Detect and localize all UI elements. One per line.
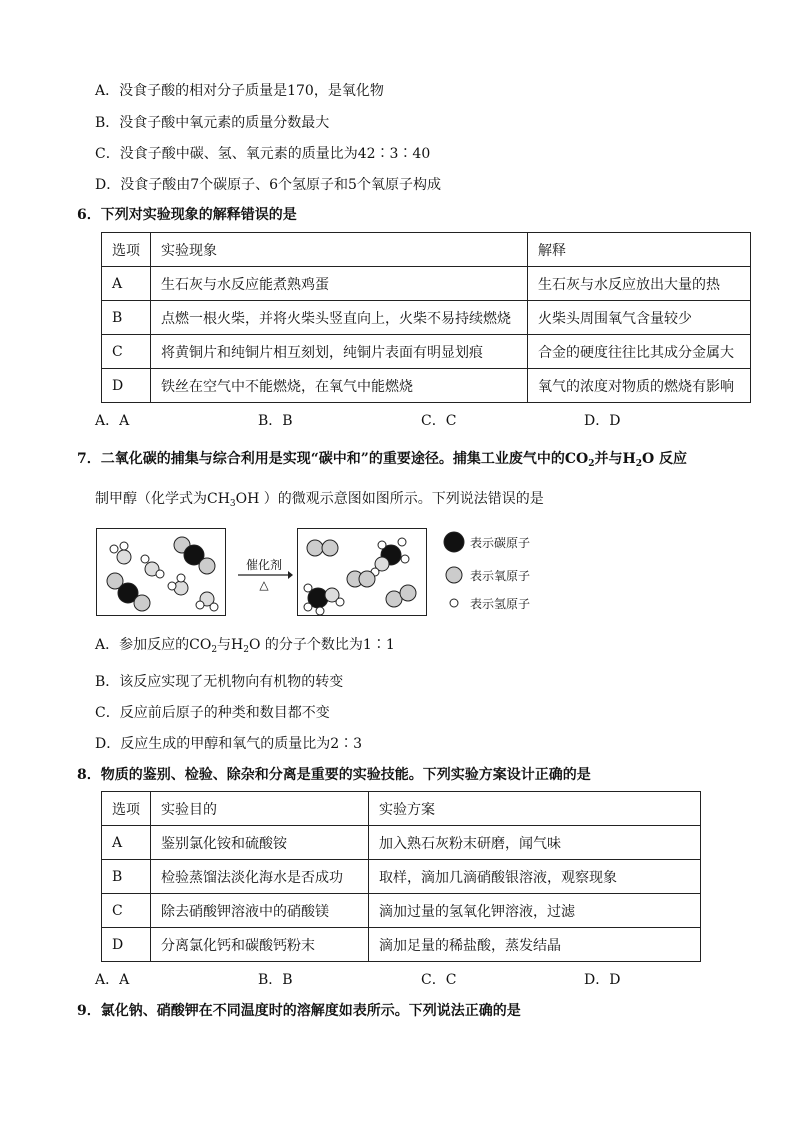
q7-stem-line2 <box>95 490 544 508</box>
subscript: 3 <box>229 499 236 509</box>
q6-table <box>101 232 751 403</box>
table-row <box>102 928 701 962</box>
table-cell: 滴加足量的稀盐酸，蒸发结晶 <box>369 928 701 962</box>
oxygen-legend-icon <box>446 567 462 583</box>
table-cell: 合金的硬度往往比其成分金属大 <box>528 335 751 369</box>
hydrogen-atom <box>304 584 312 592</box>
table-cell: A <box>102 267 151 301</box>
legend-carbon: 表示碳原子 <box>470 536 531 550</box>
option-text: A．参加反应的CO <box>95 637 212 653</box>
oxygen-atom <box>322 540 338 556</box>
hydrogen-atom <box>141 555 149 563</box>
q6-choices <box>95 412 747 430</box>
q5-option-b: B．没食子酸中氧元素的质量分数最大 <box>95 115 330 131</box>
table-cell: 生石灰与水反应能煮熟鸡蛋 <box>151 267 528 301</box>
q8-table <box>101 791 701 962</box>
hydrogen-atom <box>177 574 185 582</box>
product-molecules <box>298 529 426 615</box>
hydrogen-atom <box>110 545 118 553</box>
products-box <box>297 528 427 616</box>
table-cell: D <box>102 928 151 962</box>
table-cell: C <box>102 894 151 928</box>
subscript: 2 <box>588 459 595 469</box>
legend-symbols <box>443 530 467 610</box>
choice-c[interactable]: C．C <box>421 972 457 988</box>
table-cell: 检验蒸馏法淡化海水是否成功 <box>151 860 369 894</box>
table-header-cell: 实验方案 <box>369 792 701 826</box>
oxygen-atom <box>400 585 416 601</box>
table-row <box>102 826 701 860</box>
oxygen-atom <box>134 595 150 611</box>
table-cell: D <box>102 369 151 403</box>
table-header-cell: 选项 <box>102 792 151 826</box>
choice-c[interactable]: C．C <box>421 413 457 429</box>
table-cell: 生石灰与水反应放出大量的热 <box>528 267 751 301</box>
catalyst-label: 催化剂 <box>245 558 282 572</box>
subscript: 2 <box>635 459 642 469</box>
hydrogen-atom <box>398 538 406 546</box>
table-row <box>102 860 701 894</box>
q7-option-b: B．该反应实现了无机物向有机物的转变 <box>95 674 344 690</box>
q8-choices <box>95 971 747 989</box>
q6-stem: 6．下列对实验现象的解释错误的是 <box>77 207 297 223</box>
table-cell: 点燃一根火柴，并将火柴头竖直向上，火柴不易持续燃烧 <box>151 301 528 335</box>
q7-option-d: D．反应生成的甲醇和氧气的质量比为2∶3 <box>95 736 363 752</box>
q5-option-c: C．没食子酸中碳、氢、氧元素的质量比为42∶3∶40 <box>95 146 431 162</box>
table-header-cell: 实验目的 <box>151 792 369 826</box>
option-text: 与H <box>217 637 244 653</box>
legend-oxygen: 表示氧原子 <box>470 569 531 583</box>
table-cell: 除去硝酸钾溶液中的硝酸镁 <box>151 894 369 928</box>
choice-d[interactable]: D．D <box>584 413 621 429</box>
hydrogen-atom <box>196 601 204 609</box>
table-cell: 鉴别氯化铵和硫酸铵 <box>151 826 369 860</box>
oxygen-atom <box>307 540 323 556</box>
hydrogen-legend-icon <box>450 599 458 607</box>
hydrogen-atom <box>378 541 386 549</box>
heat-symbol: △ <box>259 578 269 592</box>
hydrogen-atom <box>168 582 176 590</box>
oxygen-atom <box>199 558 215 574</box>
table-cell: C <box>102 335 151 369</box>
table-cell: 氧气的浓度对物质的燃烧有影响 <box>528 369 751 403</box>
q7-stem-text: O 反应 <box>641 451 688 467</box>
table-row <box>102 894 701 928</box>
table-header-cell: 选项 <box>102 233 151 267</box>
hydrogen-atom <box>156 570 164 578</box>
table-cell: 分离氯化钙和碳酸钙粉末 <box>151 928 369 962</box>
table-cell: A <box>102 826 151 860</box>
table-header-cell: 解释 <box>528 233 751 267</box>
option-text: O 的分子个数比为1∶1 <box>249 637 395 653</box>
table-header-row <box>102 233 751 267</box>
table-cell: 铁丝在空气中不能燃烧，在氧气中能燃烧 <box>151 369 528 403</box>
q7-stem-text: 7．二氧化碳的捕集与综合利用是实现“碳中和”的重要途径。捕集工业废气中的CO <box>77 451 589 467</box>
table-cell: 加入熟石灰粉末研磨，闻气味 <box>369 826 701 860</box>
hydrogen-atom <box>401 555 409 563</box>
table-row <box>102 335 751 369</box>
choice-a[interactable]: A．A <box>95 413 130 429</box>
table-cell: 火柴头周围氧气含量较少 <box>528 301 751 335</box>
table-header-cell: 实验现象 <box>151 233 528 267</box>
q5-option-d: D．没食子酸由7个碳原子、6个氢原子和5个氧原子构成 <box>95 177 441 193</box>
q7-option-a <box>95 636 395 654</box>
q7-stem-text: OH ）的微观示意图如图所示。下列说法错误的是 <box>235 491 544 507</box>
choice-b[interactable]: B．B <box>258 972 293 988</box>
choice-d[interactable]: D．D <box>584 972 621 988</box>
reactants-box <box>96 528 226 616</box>
choice-b[interactable]: B．B <box>258 413 293 429</box>
table-cell: 将黄铜片和纯铜片相互刻划，纯铜片表面有明显划痕 <box>151 335 528 369</box>
table-row <box>102 369 751 403</box>
hydrogen-atom <box>210 603 218 611</box>
legend-hydrogen: 表示氢原子 <box>470 597 531 611</box>
oxygen-atom <box>174 581 188 595</box>
q7-stem-text: 并与H <box>594 451 636 467</box>
table-cell: B <box>102 860 151 894</box>
carbon-legend-icon <box>444 532 464 552</box>
hydrogen-atom <box>336 598 344 606</box>
oxygen-atom <box>359 571 375 587</box>
q7-stem-line1 <box>77 450 687 468</box>
choice-a[interactable]: A．A <box>95 972 130 988</box>
table-cell: B <box>102 301 151 335</box>
q7-stem-text: 制甲醇（化学式为CH <box>95 491 230 507</box>
reactant-molecules <box>97 529 225 615</box>
table-cell: 滴加过量的氢氧化钾溶液，过滤 <box>369 894 701 928</box>
q5-option-a: A．没食子酸的相对分子质量是170，是氧化物 <box>95 83 384 99</box>
hydrogen-atom <box>316 607 324 615</box>
oxygen-atom <box>117 550 131 564</box>
table-row <box>102 267 751 301</box>
table-header-row <box>102 792 701 826</box>
hydrogen-atom <box>304 603 312 611</box>
table-cell: 取样，滴加几滴硝酸银溶液，观察现象 <box>369 860 701 894</box>
table-row <box>102 301 751 335</box>
subscript: 2 <box>211 645 218 655</box>
q8-stem: 8．物质的鉴别、检验、除杂和分离是重要的实验技能。下列实验方案设计正确的是 <box>77 767 591 783</box>
hydrogen-atom <box>120 542 128 550</box>
q7-option-c: C．反应前后原子的种类和数目都不变 <box>95 705 330 721</box>
q9-stem: 9．氯化钠、硝酸钾在不同温度时的溶解度如表所示。下列说法正确的是 <box>77 1003 521 1019</box>
subscript: 2 <box>243 645 249 655</box>
